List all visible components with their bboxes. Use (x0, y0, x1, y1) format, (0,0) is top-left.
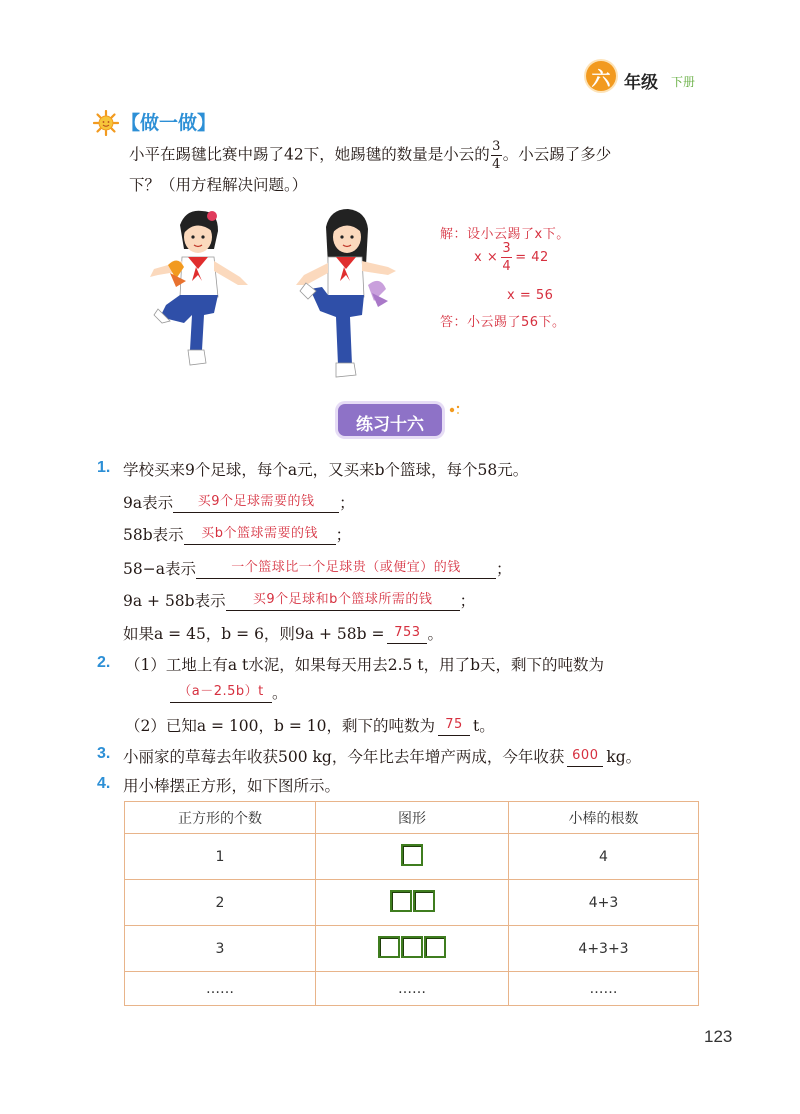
section-title-try (121, 108, 216, 135)
answer-blank (387, 621, 427, 644)
q2-part1: （1）工地上有a t水泥，如果每天用去2.5 t，用了b天，剩下的吨数为 (125, 656, 604, 674)
answer-blank (184, 522, 336, 545)
q3-suffix: kg。 (606, 748, 642, 766)
q1-row-suffix: ； (335, 526, 352, 544)
eq-fraction (501, 242, 512, 273)
stick-square (401, 936, 423, 958)
exercise-title-banner (338, 404, 442, 436)
q1-row-1 (123, 490, 355, 513)
volume-label: 下册 (671, 75, 696, 89)
cell-figure (316, 834, 509, 880)
title-text: 做一做 (140, 112, 198, 134)
stick-square (424, 936, 446, 958)
q1-row-3 (123, 556, 511, 579)
grade-char: 六 (591, 68, 611, 90)
frac-den: 4 (492, 157, 501, 172)
answer-text: 买b个篮球需要的钱 (201, 526, 319, 541)
table-header-row (125, 802, 699, 834)
cell-count: 1 (125, 834, 316, 880)
stick-square (390, 890, 412, 912)
q1-last-prefix: 如果a = 45，b = 6，则9a + 58b = (123, 625, 385, 643)
cell-sticks: 4+3+3 (509, 926, 699, 972)
cell-figure (316, 926, 509, 972)
sticks-table (124, 801, 699, 1006)
q3-text: 小丽家的草莓去年收获500 kg，今年比去年增产两成，今年收获 (123, 748, 565, 766)
answer-blank (170, 680, 272, 703)
q1-number: 1. (97, 459, 111, 476)
cell-count: 2 (125, 880, 316, 926)
q1-last-suffix: 。 (427, 625, 443, 643)
frac-num: 3 (492, 139, 501, 154)
solution-answer: 答：小云踢了56下。 (440, 315, 566, 330)
eq-den: 4 (502, 259, 512, 274)
answer-text: 75 (445, 717, 463, 732)
eq-right: = 42 (515, 250, 549, 265)
table-row (125, 880, 699, 926)
cell-sticks: …… (509, 972, 699, 1006)
cell-count: 3 (125, 926, 316, 972)
q2-part2-prefix: （2）已知a = 100，b = 10，剩下的吨数为 (125, 717, 436, 735)
q1-row-4 (123, 588, 475, 611)
exercise-title: 练习十六 (356, 415, 424, 435)
answer-text: 买9个足球需要的钱 (197, 494, 315, 509)
header-cell-count: 正方形的个数 (125, 802, 316, 834)
bracket-left: 【 (121, 112, 141, 134)
cell-figure: …… (316, 972, 509, 1006)
fraction-three-quarters (491, 140, 502, 171)
cell-sticks: 4 (509, 834, 699, 880)
try-problem-line1 (129, 140, 611, 171)
answer-blank (567, 744, 603, 767)
table-row (125, 926, 699, 972)
cell-count: …… (125, 972, 316, 1006)
girl-illustration-right (290, 205, 410, 380)
answer-blank (438, 713, 470, 736)
answer-text: 600 (572, 748, 599, 763)
answer-text: 一个篮球比一个足球贵（或便宜）的钱 (231, 560, 461, 575)
problem-text-b: 。小云踢了多少 (502, 145, 612, 164)
solution-line1: 解：设小云踢了x下。 (440, 227, 570, 242)
answer-blank (173, 490, 339, 513)
girl-illustration-left (140, 205, 260, 380)
q1-row-suffix: ； (495, 560, 512, 578)
q2-part2-suffix: t。 (473, 717, 495, 735)
stick-square (413, 890, 435, 912)
table-row (125, 972, 699, 1006)
bracket-right: 】 (197, 112, 217, 134)
grade-badge (586, 61, 616, 91)
cell-figure (316, 880, 509, 926)
answer-text: （a－2.5b）t (178, 684, 264, 699)
grade-label: 年级 (624, 73, 658, 93)
q1-row-suffix: ； (339, 494, 355, 512)
table-row (125, 834, 699, 880)
sun-icon (93, 110, 119, 136)
try-problem-line2: 下？（用方程解决问题。） (129, 176, 308, 194)
q1-row-prefix: 58−a表示 (123, 560, 196, 578)
q1-text: 学校买来9个足球，每个a元，又买来b个篮球，每个58元。 (123, 461, 529, 479)
q2-part1-answer-row (170, 680, 288, 703)
header-cell-sticks: 小棒的根数 (509, 802, 699, 834)
q2-number: 2. (97, 654, 111, 671)
stick-square (401, 844, 423, 866)
q1-row-prefix: 58b表示 (123, 526, 184, 544)
q2-part2 (125, 713, 495, 736)
q3-row (123, 744, 641, 767)
eq-left: x × (474, 250, 499, 265)
eq-num: 3 (502, 241, 512, 256)
q1-row-2 (123, 522, 351, 545)
page-number: 123 (704, 1027, 733, 1046)
answer-blank (196, 556, 496, 579)
answer-text: 753 (394, 625, 421, 640)
answer-text: 买9个足球和b个篮球所需的钱 (252, 592, 433, 607)
sparkle-icon (447, 402, 461, 416)
q2-part1-suffix: 。 (272, 684, 288, 702)
stick-square (378, 936, 400, 958)
q4-number: 4. (97, 775, 111, 792)
cell-sticks: 4+3 (509, 880, 699, 926)
q1-row-suffix: ； (459, 592, 476, 610)
q3-number: 3. (97, 745, 111, 762)
solution-line3: x = 56 (507, 288, 554, 303)
problem-text-a: 小平在踢毽比赛中踢了42下，她踢毽的数量是小云的 (129, 145, 490, 164)
q1-row-5 (123, 621, 443, 644)
q4-text: 用小棒摆正方形，如下图所示。 (123, 777, 341, 795)
header-cell-figure: 图形 (316, 802, 509, 834)
answer-blank (226, 588, 460, 611)
q1-row-prefix: 9a + 58b表示 (123, 592, 226, 610)
q1-row-prefix: 9a表示 (123, 494, 174, 512)
solution-equation (474, 242, 549, 273)
